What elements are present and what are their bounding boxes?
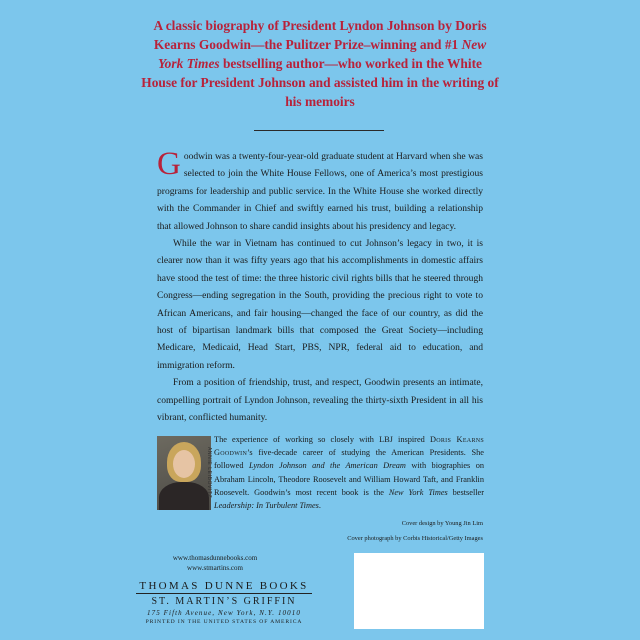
publisher-imprint: THOMAS DUNNE BOOKS xyxy=(139,580,309,592)
photo-credit: ANNIE LEIBOVITZ xyxy=(206,447,212,499)
drop-cap: G xyxy=(157,146,181,182)
publisher-name: ST. MARTIN’S GRIFFIN xyxy=(151,596,297,607)
publisher-urls xyxy=(140,553,290,573)
cover-credits xyxy=(223,516,483,546)
back-cover-headline: A classic biography of President Lyndon Johnson by Doris Kearns Goodwin—the Pulitzer Prize–winning and #1 New York Times bestselling author—who worked in the White House for President Johnson and assisted him in the writing of his memoirs xyxy=(141,18,499,109)
printed-notice: PRINTED IN THE UNITED STATES OF AMERICA xyxy=(145,619,303,625)
url-stmartins: www.stmartins.com xyxy=(187,564,243,572)
bio-nyt: New York Times xyxy=(388,487,448,497)
author-photo-face xyxy=(173,450,195,478)
headline-nyt: New York Times xyxy=(157,37,487,71)
publisher-divider xyxy=(136,593,312,594)
book-title-1: Lyndon Johnson and the American Dream xyxy=(248,461,406,471)
barcode-box xyxy=(354,553,484,629)
headline-divider xyxy=(254,130,384,131)
author-photo xyxy=(157,436,211,510)
publisher-address: 175 Fifth Avenue, New York, N.Y. 10010 xyxy=(147,609,301,617)
cover-design-credit: Cover design by Young Jin Lim xyxy=(401,520,483,527)
description-paragraph-2: While the war in Vietnam has continued to cut Johnson’s legacy in two, it is clearer now than it was fifty years ago that his accomplishments in domestic affairs have stood the test of time: the three historic civil rights bills that he steered through Congress—ending segregation in the South, providing the precious right to vote to African Americans, and fair housing—changed the face of our country, as did the host of bipartisan landmark bills that composed the Great Society—including Medicare, Medicaid, Head Start, PBS, NPR, federal aid to education, and immigration reform. xyxy=(157,238,483,371)
book-title-2: Leadership: In Turbulent Times xyxy=(214,501,319,511)
url-thomasdunne: www.thomasdunnebooks.com xyxy=(172,554,258,562)
cover-photo-credit: Cover photograph by Corbis Historical/Getty Images xyxy=(347,535,483,542)
description-paragraph-3: From a position of friendship, trust, and respect, Goodwin presents an intimate, compelling portrait of Lyndon Johnson, revealing the thirty-sixth President in all his vibrant, conflicted humanity. xyxy=(157,377,483,424)
author-photo-torso xyxy=(159,482,209,510)
author-name: Doris Kearns Goodwin xyxy=(214,435,485,458)
publisher-block xyxy=(136,580,312,626)
description-paragraph-1: Goodwin was a twenty-four-year-old graduate student at Harvard when she was selected to join the White House Fellows, one of America’s most prestigious programs for leadership and public service. In the White House she worked directly with the Commander in Chief and swiftly earned his trust, building a relationship that allowed Johnson to share candid insights about his presidency and legacy. xyxy=(157,146,483,232)
author-bio: The experience of working so closely with LBJ inspired Doris Kearns Goodwin’s five-decade career of studying the American Presidents. She followed Lyndon Johnson and the American Dream with biographies on Abraham Lincoln, Theodore Roosevelt and William Howard Taft, and Franklin Roosevelt. Goodwin’s most recent book is the New York Times bestseller Leadership: In Turbulent Times. xyxy=(214,435,485,511)
book-description xyxy=(157,148,483,427)
